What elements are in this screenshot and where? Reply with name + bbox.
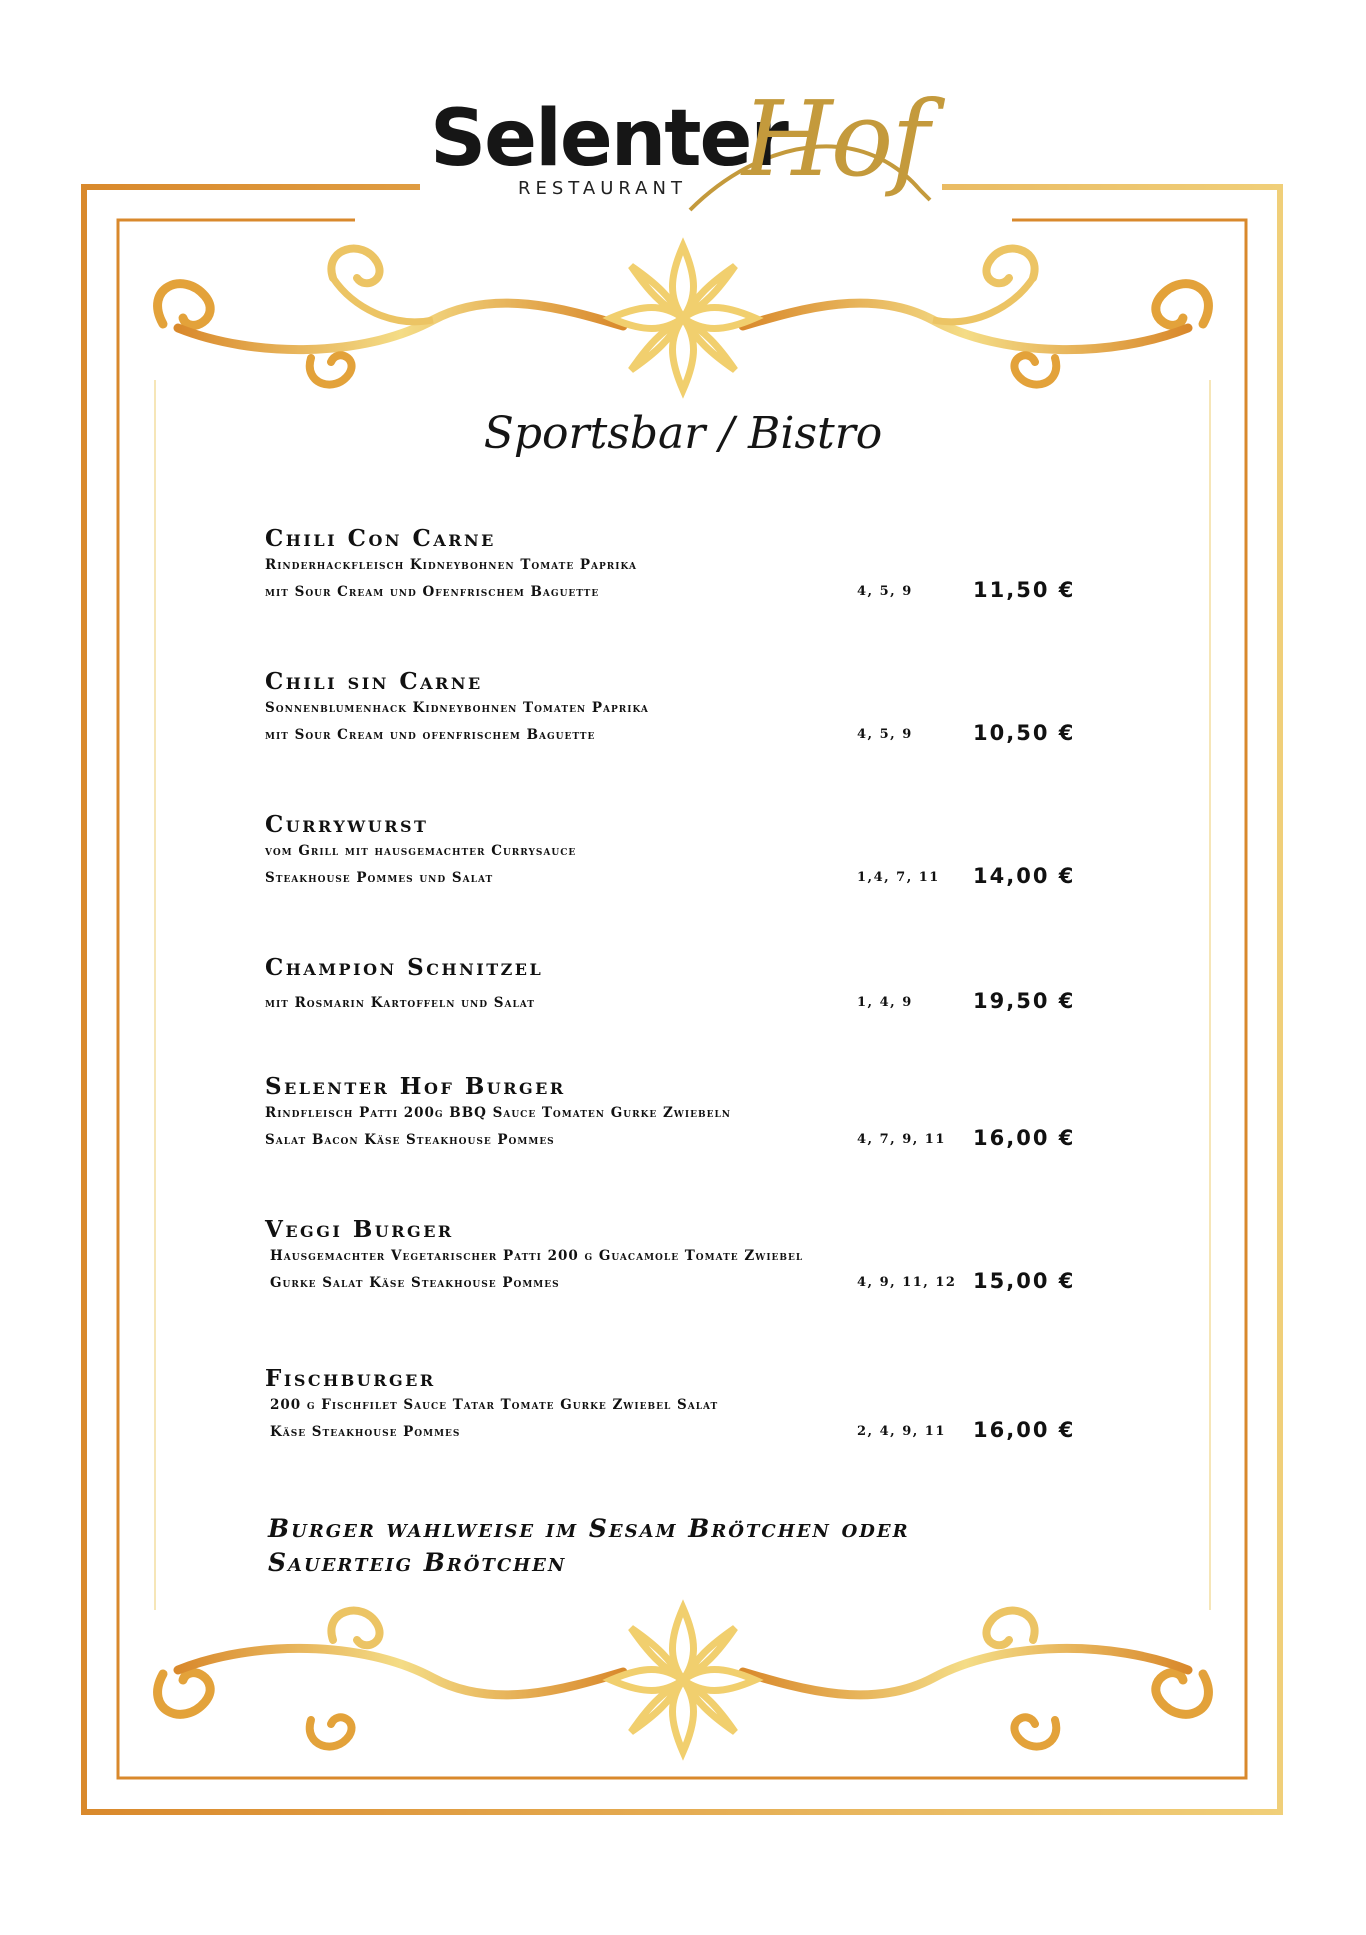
- item-description-line: vom Grill mit hausgemachter Currysauce: [265, 843, 577, 859]
- item-description-line: mit Sour Cream und ofenfrischem Baguette: [265, 727, 596, 743]
- item-name: Chili sin Carne: [265, 668, 483, 695]
- item-name: Veggi Burger: [265, 1216, 454, 1243]
- item-allergens: 4, 5, 9: [857, 727, 913, 742]
- item-price: 14,00 €: [973, 864, 1076, 888]
- item-name: Chili Con Carne: [265, 525, 496, 552]
- burger-bun-note: [268, 1512, 1068, 1580]
- item-description-line: mit Rosmarin Kartoffeln und Salat: [265, 995, 535, 1011]
- item-price: 16,00 €: [973, 1418, 1076, 1442]
- section-title: Sportsbar / Bistro: [483, 408, 883, 459]
- item-description-line: Rindfleisch Patti 200g BBQ Sauce Tomaten Gurke Zwiebeln: [265, 1105, 732, 1121]
- logo-script: Hof: [742, 78, 928, 200]
- item-name: Fischburger: [265, 1365, 436, 1392]
- item-price: 19,50 €: [973, 989, 1076, 1013]
- item-name: Selenter Hof Burger: [265, 1073, 566, 1100]
- item-name: Currywurst: [265, 811, 429, 838]
- restaurant-logo: [430, 78, 930, 218]
- item-price: 15,00 €: [973, 1269, 1076, 1293]
- item-price: 11,50 €: [973, 578, 1076, 602]
- item-description-line: Hausgemachter Vegetarischer Patti 200 g Guacamole Tomate Zwiebel: [270, 1248, 804, 1264]
- item-allergens: 4, 5, 9: [857, 584, 913, 599]
- item-allergens: 2, 4, 9, 11: [857, 1424, 946, 1439]
- logo-subtitle: RESTAURANT: [518, 178, 687, 199]
- item-allergens: 1,4, 7, 11: [857, 870, 940, 885]
- item-price: 10,50 €: [973, 721, 1076, 745]
- item-description-line: 200 g Fischfilet Sauce Tatar Tomate Gurke Zwiebel Salat: [270, 1397, 719, 1413]
- top-ornament: [158, 246, 1209, 390]
- note-line: Sauerteig Brötchen: [268, 1548, 567, 1577]
- note-line: Burger wahlweise im Sesam Brötchen oder: [268, 1514, 910, 1543]
- item-description-line: Käse Steakhouse Pommes: [270, 1424, 461, 1440]
- logo-wordmark: Selenter: [430, 94, 787, 184]
- item-description-line: Sonnenblumenhack Kidneybohnen Tomaten Paprika: [265, 700, 649, 716]
- item-description-line: Steakhouse Pommes und Salat: [265, 870, 494, 886]
- item-name: Champion Schnitzel: [265, 954, 544, 981]
- item-allergens: 1, 4, 9: [857, 995, 913, 1010]
- item-description-line: Salat Bacon Käse Steakhouse Pommes: [265, 1132, 555, 1148]
- bottom-ornament: [158, 1608, 1209, 1752]
- item-allergens: 4, 9, 11, 12: [857, 1275, 957, 1290]
- item-description-line: Gurke Salat Käse Steakhouse Pommes: [270, 1275, 560, 1291]
- item-description-line: mit Sour Cream und Ofenfrischem Baguette: [265, 584, 600, 600]
- item-price: 16,00 €: [973, 1126, 1076, 1150]
- item-description-line: Rinderhackfleisch Kidneybohnen Tomate Paprika: [265, 557, 637, 573]
- item-allergens: 4, 7, 9, 11: [857, 1132, 946, 1147]
